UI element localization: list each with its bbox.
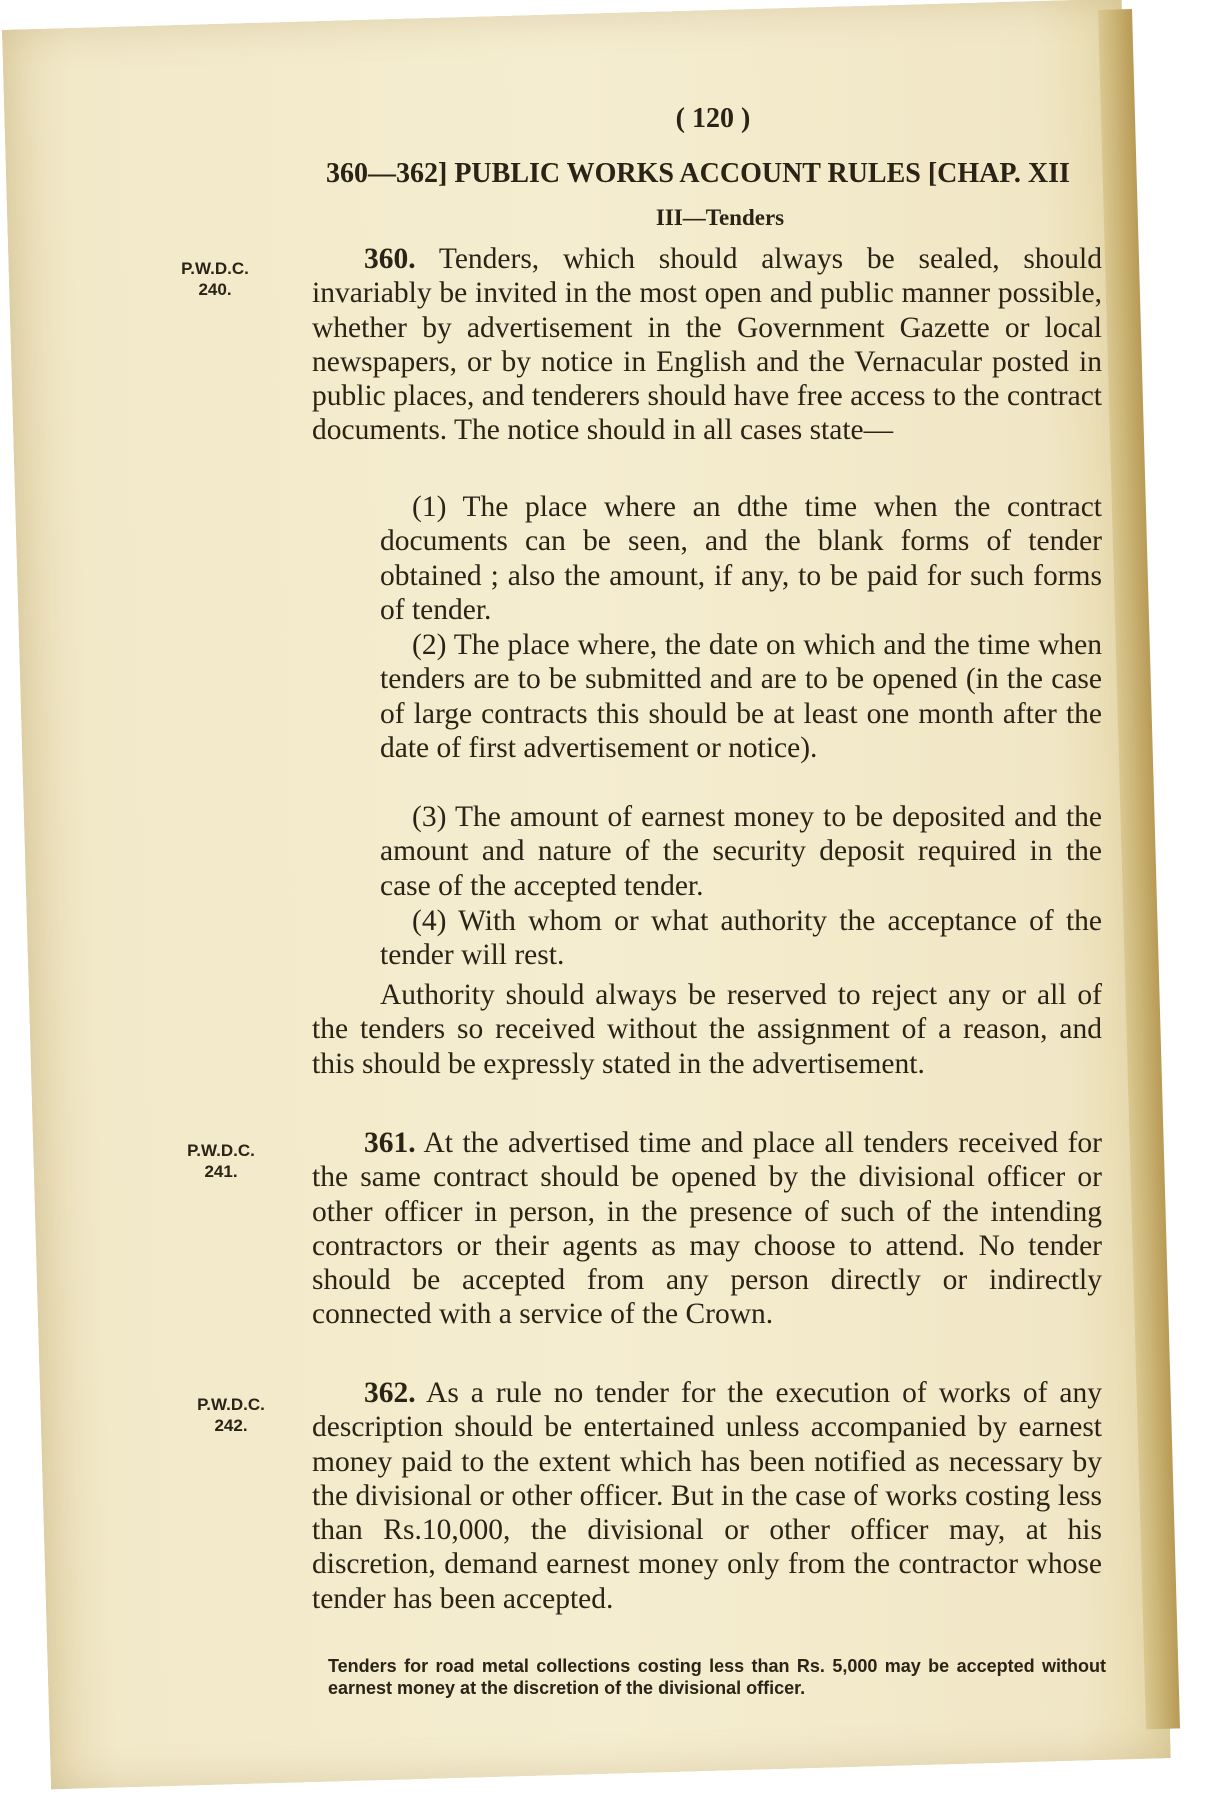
margin-ref-240 [160,258,270,300]
margin-ref-label: P.W.D.C. [197,1395,265,1414]
margin-ref-241 [166,1140,276,1182]
rule-360-item-1: (1) The place where an dthe time when the contract documents can be seen, and the blank forms of tender obtained ; also the amount, if any, to be paid for such forms of tender. [380,491,1102,626]
rule-text: As a rule no tender for the execution of works of any description should be entertained unless accompanied by earnest money paid to the extent which has been notified as necessary by the divisional or other officer. But in the case of works costing less than Rs.10,000, the divisional or other officer may, at his discretion, demand earnest money only from the contractor whose tender has been accepted. [312,1377,1103,1615]
margin-ref-number: 240. [198,280,232,299]
page-number: ( 120 ) [675,103,751,134]
margin-ref-number: 242. [214,1416,248,1435]
margin-ref-label: P.W.D.C. [181,259,249,278]
rule-number: 362. [364,1377,416,1409]
rule-361-paragraph [312,1126,1102,1332]
rule-360-closing: Authority should always be reserved to reject any or all of the tenders so received without the assignment of a reason, and this should be expressly stated in the advertisement. [312,979,1102,1080]
rule-number: 360. [364,243,416,275]
footnote: Tenders for road metal collections costing less than Rs. 5,000 may be accepted without earnest money at the discretion of the divisional officer. [328,1656,1106,1698]
rule-text: Tenders, which should always be sealed, should invariably be invited in the most open and public manner possible, whether by advertisement in the Government Gazette or local newspapers, or by notice in English and the Vernacular posted in public places, and tenderers should have free access to the contract documents. The notice should in all cases state— [312,243,1103,447]
rule-360-item-3: (3) The amount of earnest money to be deposited and the amount and nature of the security deposit required in the case of the accepted tender. [380,801,1102,902]
rule-number: 361. [364,1127,416,1159]
rule-360-paragraph [312,242,1102,448]
rule-362-paragraph [312,1376,1102,1616]
rule-360-item-4: (4) With whom or what authority the acceptance of the tender will rest. [380,905,1102,972]
margin-ref-label: P.W.D.C. [187,1141,255,1160]
running-header: 360—362] PUBLIC WORKS ACCOUNT RULES [CHAP. XII [326,158,1070,189]
margin-ref-number: 241. [204,1162,238,1181]
rule-text: At the advertised time and place all tenders received for the same contract should be opened by the divisional officer or other officer in person, in the presence of such of the intending contractors or their agents as may choose to attend. No tender should be accepted from any person directly or indirectly connected with a service of the Crown. [312,1127,1102,1331]
section-title: III—Tenders [655,205,785,230]
rule-360-item-2: (2) The place where, the date on which and the time when tenders are to be submitted and are to be opened (in the case of large contracts this should be at least one month after the date of first advertisement or notice). [380,629,1102,764]
margin-ref-242 [176,1394,286,1436]
